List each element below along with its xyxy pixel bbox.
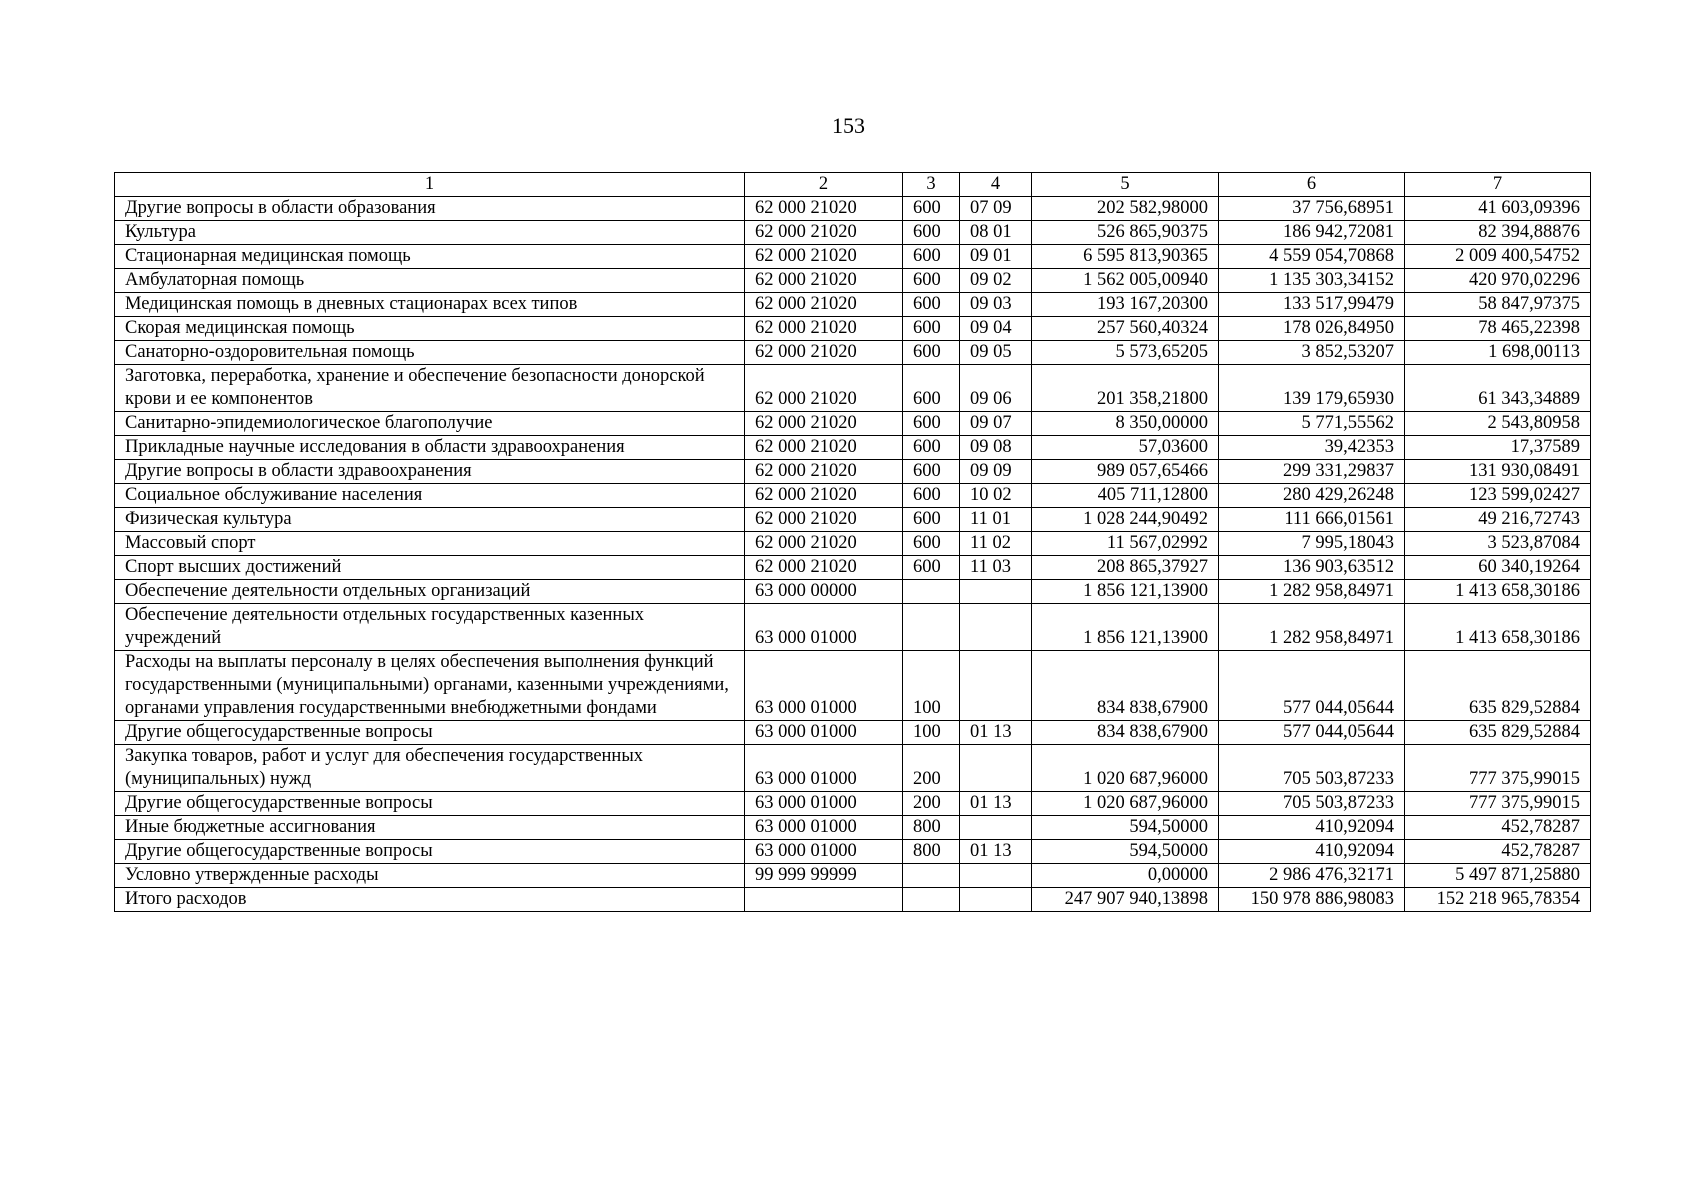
- row-value-5-cell: 0,00000: [1032, 864, 1219, 888]
- row-value-6-cell: 136 903,63512: [1219, 556, 1405, 580]
- row-code-cell: 62 000 21020: [745, 317, 903, 341]
- row-section-cell: 09 01: [960, 245, 1032, 269]
- row-value-7-cell: 41 603,09396: [1405, 197, 1591, 221]
- table-row: [115, 556, 1591, 580]
- row-code-cell: 63 000 01000: [745, 816, 903, 840]
- row-value-5-cell: 1 028 244,90492: [1032, 508, 1219, 532]
- row-code-cell: 63 000 01000: [745, 792, 903, 816]
- row-value-7-cell: 123 599,02427: [1405, 484, 1591, 508]
- row-value-5-cell: 1 856 121,13900: [1032, 580, 1219, 604]
- table-row: [115, 365, 1591, 412]
- row-value-6-cell: 186 942,72081: [1219, 221, 1405, 245]
- row-name-cell: Стационарная медицинская помощь: [115, 245, 745, 269]
- row-value-7-cell: 61 343,34889: [1405, 365, 1591, 412]
- budget-table: [114, 172, 1591, 912]
- row-name-cell: Физическая культура: [115, 508, 745, 532]
- row-value-7-cell: 17,37589: [1405, 436, 1591, 460]
- table-row: [115, 651, 1591, 721]
- row-section-cell: 09 09: [960, 460, 1032, 484]
- row-value-7-cell: 777 375,99015: [1405, 792, 1591, 816]
- row-code-cell: 62 000 21020: [745, 245, 903, 269]
- row-code-cell: 63 000 01000: [745, 604, 903, 651]
- row-name-cell: Спорт высших достижений: [115, 556, 745, 580]
- row-value-6-cell: 280 429,26248: [1219, 484, 1405, 508]
- row-type-cell: [903, 604, 960, 651]
- row-type-cell: [903, 888, 960, 912]
- row-value-7-cell: 420 970,02296: [1405, 269, 1591, 293]
- row-value-5-cell: 208 865,37927: [1032, 556, 1219, 580]
- table-row: [115, 460, 1591, 484]
- row-code-cell: 62 000 21020: [745, 293, 903, 317]
- table-row: [115, 317, 1591, 341]
- row-code-cell: [745, 888, 903, 912]
- row-value-7-cell: 1 413 658,30186: [1405, 604, 1591, 651]
- row-name-cell: Другие вопросы в области здравоохранения: [115, 460, 745, 484]
- row-value-6-cell: 410,92094: [1219, 840, 1405, 864]
- row-value-7-cell: 635 829,52884: [1405, 651, 1591, 721]
- header-row: [115, 173, 1591, 197]
- table-row: [115, 293, 1591, 317]
- row-value-5-cell: 11 567,02992: [1032, 532, 1219, 556]
- row-value-6-cell: 37 756,68951: [1219, 197, 1405, 221]
- row-value-7-cell: 152 218 965,78354: [1405, 888, 1591, 912]
- table-row: [115, 484, 1591, 508]
- row-value-7-cell: 1 698,00113: [1405, 341, 1591, 365]
- column-header-3: 3: [903, 173, 960, 197]
- row-value-6-cell: 299 331,29837: [1219, 460, 1405, 484]
- row-section-cell: 09 05: [960, 341, 1032, 365]
- row-type-cell: [903, 864, 960, 888]
- row-value-5-cell: 834 838,67900: [1032, 721, 1219, 745]
- row-name-cell: Итого расходов: [115, 888, 745, 912]
- table-row: [115, 792, 1591, 816]
- row-name-cell: Другие вопросы в области образования: [115, 197, 745, 221]
- row-code-cell: 99 999 99999: [745, 864, 903, 888]
- row-type-cell: 600: [903, 341, 960, 365]
- row-value-5-cell: 1 020 687,96000: [1032, 792, 1219, 816]
- column-header-6: 6: [1219, 173, 1405, 197]
- row-section-cell: [960, 816, 1032, 840]
- row-code-cell: 62 000 21020: [745, 412, 903, 436]
- row-value-6-cell: 705 503,87233: [1219, 745, 1405, 792]
- table-row: [115, 816, 1591, 840]
- row-value-6-cell: 150 978 886,98083: [1219, 888, 1405, 912]
- row-section-cell: 09 02: [960, 269, 1032, 293]
- row-name-cell: Медицинская помощь в дневных стационарах всех типов: [115, 293, 745, 317]
- row-section-cell: 09 03: [960, 293, 1032, 317]
- row-type-cell: 600: [903, 221, 960, 245]
- row-value-5-cell: 202 582,98000: [1032, 197, 1219, 221]
- row-value-5-cell: 57,03600: [1032, 436, 1219, 460]
- row-section-cell: [960, 651, 1032, 721]
- table-row: [115, 888, 1591, 912]
- row-name-cell: Другие общегосударственные вопросы: [115, 721, 745, 745]
- row-type-cell: 600: [903, 365, 960, 412]
- row-value-7-cell: 2 009 400,54752: [1405, 245, 1591, 269]
- row-value-7-cell: 452,78287: [1405, 840, 1591, 864]
- row-value-7-cell: 2 543,80958: [1405, 412, 1591, 436]
- row-name-cell: Санаторно-оздоровительная помощь: [115, 341, 745, 365]
- table-row: [115, 840, 1591, 864]
- row-type-cell: 600: [903, 508, 960, 532]
- column-header-7: 7: [1405, 173, 1591, 197]
- row-name-cell: Скорая медицинская помощь: [115, 317, 745, 341]
- row-value-6-cell: 2 986 476,32171: [1219, 864, 1405, 888]
- row-section-cell: 01 13: [960, 840, 1032, 864]
- column-header-1: 1: [115, 173, 745, 197]
- row-section-cell: 11 03: [960, 556, 1032, 580]
- row-value-6-cell: 4 559 054,70868: [1219, 245, 1405, 269]
- row-value-5-cell: 526 865,90375: [1032, 221, 1219, 245]
- table-row: [115, 508, 1591, 532]
- row-type-cell: [903, 580, 960, 604]
- row-value-5-cell: 594,50000: [1032, 816, 1219, 840]
- table-row: [115, 269, 1591, 293]
- row-type-cell: 600: [903, 197, 960, 221]
- row-type-cell: 600: [903, 484, 960, 508]
- row-name-cell: Иные бюджетные ассигнования: [115, 816, 745, 840]
- row-name-cell: Другие общегосударственные вопросы: [115, 792, 745, 816]
- row-value-7-cell: 5 497 871,25880: [1405, 864, 1591, 888]
- row-code-cell: 62 000 21020: [745, 341, 903, 365]
- row-value-5-cell: 201 358,21800: [1032, 365, 1219, 412]
- row-section-cell: 10 02: [960, 484, 1032, 508]
- row-code-cell: 62 000 21020: [745, 532, 903, 556]
- row-type-cell: 600: [903, 436, 960, 460]
- row-name-cell: Обеспечение деятельности отдельных государственных казенных учреждений: [115, 604, 745, 651]
- row-code-cell: 62 000 21020: [745, 460, 903, 484]
- row-type-cell: 600: [903, 460, 960, 484]
- row-value-5-cell: 6 595 813,90365: [1032, 245, 1219, 269]
- row-value-5-cell: 989 057,65466: [1032, 460, 1219, 484]
- row-code-cell: 62 000 21020: [745, 436, 903, 460]
- row-value-6-cell: 1 135 303,34152: [1219, 269, 1405, 293]
- table-row: [115, 864, 1591, 888]
- table-row: [115, 604, 1591, 651]
- row-value-6-cell: 1 282 958,84971: [1219, 580, 1405, 604]
- row-code-cell: 63 000 00000: [745, 580, 903, 604]
- row-section-cell: [960, 604, 1032, 651]
- row-value-7-cell: 777 375,99015: [1405, 745, 1591, 792]
- row-section-cell: 01 13: [960, 721, 1032, 745]
- page-number: 153: [832, 113, 865, 138]
- table-row: [115, 721, 1591, 745]
- row-code-cell: 62 000 21020: [745, 556, 903, 580]
- row-type-cell: 600: [903, 269, 960, 293]
- row-section-cell: 01 13: [960, 792, 1032, 816]
- table-row: [115, 221, 1591, 245]
- row-value-7-cell: 131 930,08491: [1405, 460, 1591, 484]
- row-name-cell: Амбулаторная помощь: [115, 269, 745, 293]
- row-section-cell: 08 01: [960, 221, 1032, 245]
- row-type-cell: 200: [903, 745, 960, 792]
- row-name-cell: Закупка товаров, работ и услуг для обеспечения государственных (муниципальных) нужд: [115, 745, 745, 792]
- row-section-cell: [960, 888, 1032, 912]
- row-code-cell: 63 000 01000: [745, 840, 903, 864]
- row-name-cell: Культура: [115, 221, 745, 245]
- row-value-6-cell: 178 026,84950: [1219, 317, 1405, 341]
- row-value-6-cell: 133 517,99479: [1219, 293, 1405, 317]
- row-type-cell: 600: [903, 556, 960, 580]
- row-type-cell: 100: [903, 651, 960, 721]
- row-section-cell: 11 02: [960, 532, 1032, 556]
- column-header-5: 5: [1032, 173, 1219, 197]
- row-code-cell: 62 000 21020: [745, 269, 903, 293]
- row-value-6-cell: 577 044,05644: [1219, 721, 1405, 745]
- row-value-7-cell: 58 847,97375: [1405, 293, 1591, 317]
- row-value-5-cell: 193 167,20300: [1032, 293, 1219, 317]
- row-value-7-cell: 3 523,87084: [1405, 532, 1591, 556]
- row-value-5-cell: 1 020 687,96000: [1032, 745, 1219, 792]
- row-value-5-cell: 8 350,00000: [1032, 412, 1219, 436]
- row-type-cell: 100: [903, 721, 960, 745]
- row-name-cell: Прикладные научные исследования в области здравоохранения: [115, 436, 745, 460]
- row-type-cell: 600: [903, 293, 960, 317]
- row-section-cell: 09 04: [960, 317, 1032, 341]
- row-value-7-cell: 60 340,19264: [1405, 556, 1591, 580]
- table-row: [115, 745, 1591, 792]
- row-type-cell: 200: [903, 792, 960, 816]
- row-value-7-cell: 82 394,88876: [1405, 221, 1591, 245]
- row-name-cell: Санитарно-эпидемиологическое благополучие: [115, 412, 745, 436]
- row-code-cell: 63 000 01000: [745, 651, 903, 721]
- row-name-cell: Заготовка, переработка, хранение и обеспечение безопасности донорской крови и ее компонентов: [115, 365, 745, 412]
- row-code-cell: 62 000 21020: [745, 365, 903, 412]
- row-section-cell: 09 06: [960, 365, 1032, 412]
- row-value-7-cell: 49 216,72743: [1405, 508, 1591, 532]
- table-row: [115, 412, 1591, 436]
- row-section-cell: 09 08: [960, 436, 1032, 460]
- row-section-cell: [960, 580, 1032, 604]
- table-row: [115, 245, 1591, 269]
- row-value-6-cell: 111 666,01561: [1219, 508, 1405, 532]
- row-value-7-cell: 78 465,22398: [1405, 317, 1591, 341]
- row-section-cell: 07 09: [960, 197, 1032, 221]
- table-row: [115, 197, 1591, 221]
- row-code-cell: 63 000 01000: [745, 721, 903, 745]
- row-section-cell: 09 07: [960, 412, 1032, 436]
- row-code-cell: 62 000 21020: [745, 508, 903, 532]
- row-name-cell: Расходы на выплаты персоналу в целях обеспечения выполнения функций государственными (муниципальными) органами, казенными учреждениями, органами управления государственными внебюджетными фондами: [115, 651, 745, 721]
- row-value-5-cell: 5 573,65205: [1032, 341, 1219, 365]
- row-value-6-cell: 577 044,05644: [1219, 651, 1405, 721]
- row-value-5-cell: 247 907 940,13898: [1032, 888, 1219, 912]
- table-row: [115, 580, 1591, 604]
- row-value-6-cell: 39,42353: [1219, 436, 1405, 460]
- row-value-7-cell: 635 829,52884: [1405, 721, 1591, 745]
- row-type-cell: 600: [903, 412, 960, 436]
- row-value-6-cell: 1 282 958,84971: [1219, 604, 1405, 651]
- row-type-cell: 600: [903, 245, 960, 269]
- row-section-cell: [960, 864, 1032, 888]
- column-header-4: 4: [960, 173, 1032, 197]
- table-row: [115, 341, 1591, 365]
- row-name-cell: Условно утвержденные расходы: [115, 864, 745, 888]
- table-row: [115, 436, 1591, 460]
- row-value-6-cell: 705 503,87233: [1219, 792, 1405, 816]
- row-type-cell: 800: [903, 816, 960, 840]
- row-name-cell: Другие общегосударственные вопросы: [115, 840, 745, 864]
- row-code-cell: 62 000 21020: [745, 197, 903, 221]
- row-code-cell: 63 000 01000: [745, 745, 903, 792]
- row-code-cell: 62 000 21020: [745, 221, 903, 245]
- row-type-cell: 600: [903, 317, 960, 341]
- row-code-cell: 62 000 21020: [745, 484, 903, 508]
- row-value-6-cell: 7 995,18043: [1219, 532, 1405, 556]
- row-name-cell: Массовый спорт: [115, 532, 745, 556]
- row-section-cell: 11 01: [960, 508, 1032, 532]
- row-value-5-cell: 405 711,12800: [1032, 484, 1219, 508]
- row-value-6-cell: 3 852,53207: [1219, 341, 1405, 365]
- row-type-cell: 800: [903, 840, 960, 864]
- row-type-cell: 600: [903, 532, 960, 556]
- table-row: [115, 532, 1591, 556]
- row-value-7-cell: 452,78287: [1405, 816, 1591, 840]
- column-header-2: 2: [745, 173, 903, 197]
- row-value-5-cell: 1 562 005,00940: [1032, 269, 1219, 293]
- row-section-cell: [960, 745, 1032, 792]
- row-name-cell: Обеспечение деятельности отдельных организаций: [115, 580, 745, 604]
- row-value-7-cell: 1 413 658,30186: [1405, 580, 1591, 604]
- row-value-5-cell: 1 856 121,13900: [1032, 604, 1219, 651]
- row-value-5-cell: 594,50000: [1032, 840, 1219, 864]
- row-value-5-cell: 834 838,67900: [1032, 651, 1219, 721]
- row-value-6-cell: 5 771,55562: [1219, 412, 1405, 436]
- row-value-6-cell: 410,92094: [1219, 816, 1405, 840]
- row-value-5-cell: 257 560,40324: [1032, 317, 1219, 341]
- row-value-6-cell: 139 179,65930: [1219, 365, 1405, 412]
- row-name-cell: Социальное обслуживание населения: [115, 484, 745, 508]
